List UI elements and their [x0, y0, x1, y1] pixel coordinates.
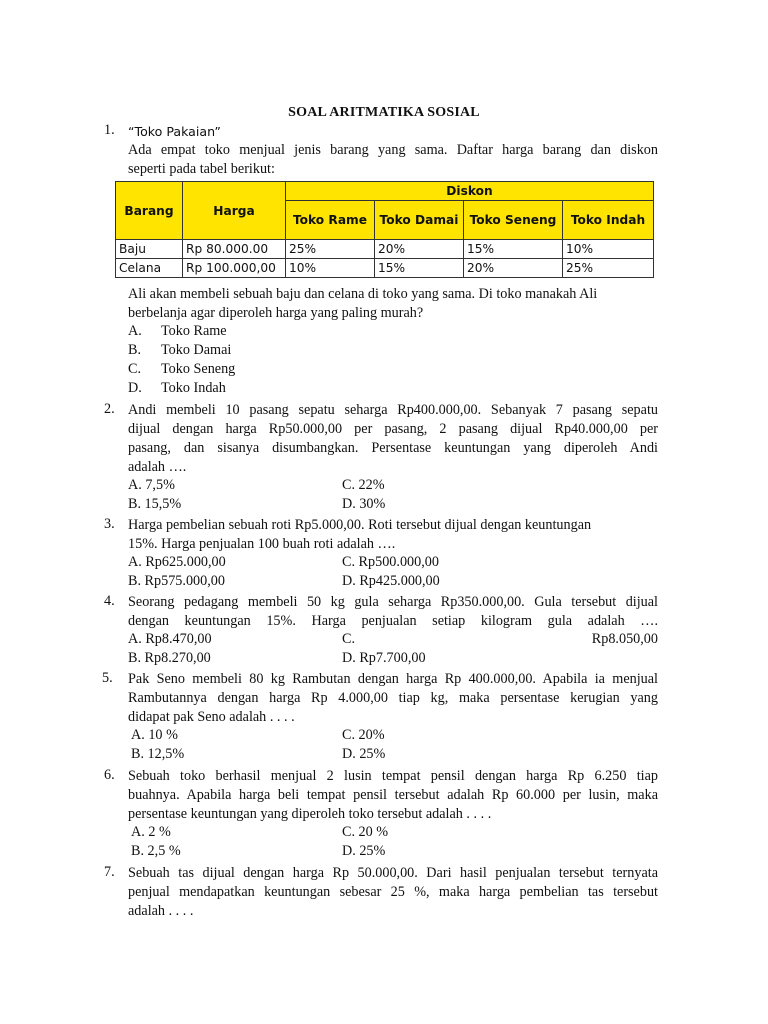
- option-c-value: Rp8.050,00: [591, 631, 658, 647]
- option-c-letter: C.: [342, 631, 356, 647]
- option-letter: C.: [128, 361, 142, 377]
- question-text-line: 15%. Harga penjualan 100 buah roti adalah ….: [128, 536, 396, 552]
- table-cell: Rp 100.000,00: [183, 259, 286, 278]
- question-text-line: Harga pembelian sebuah roti Rp5.000,00. Roti tersebut dijual dengan keuntungan: [128, 517, 592, 533]
- option-text: Toko Rame: [161, 323, 227, 339]
- option-d: D. Rp7.700,00: [342, 650, 426, 666]
- table-cell: Baju: [116, 240, 183, 259]
- option-c: [0, 361, 768, 380]
- option-text: Toko Indah: [161, 380, 226, 396]
- question-number: 7.: [104, 864, 115, 880]
- question-text-line: Pak Seno membeli 80 kg Rambutan dengan harga Rp 400.000,00. Apabila ia menjual: [128, 671, 658, 687]
- question-text-line: dengan keuntungan 15%. Harga penjualan setiap kilogram gula adalah ….: [128, 613, 658, 629]
- question-text-line: Andi membeli 10 pasang sepatu seharga Rp400.000,00. Sebanyak 7 pasang sepatu: [128, 402, 658, 418]
- option-b: B. Rp575.000,00: [128, 573, 225, 589]
- option-a: [0, 323, 768, 342]
- table-cell: Rp 80.000.00: [183, 240, 286, 259]
- option-letter: D.: [128, 380, 142, 396]
- option-b: B. Rp8.270,00: [128, 650, 211, 666]
- option-a: A. 2 %: [131, 824, 171, 840]
- table-cell: 15%: [375, 259, 464, 278]
- option-b: B. 2,5 %: [131, 843, 181, 859]
- table-header-store: Toko Damai: [375, 201, 464, 240]
- option-b: B. 12,5%: [131, 746, 185, 762]
- question-text-line: Ali akan membeli sebuah baju dan celana di toko yang sama. Di toko manakah Ali: [128, 286, 598, 302]
- option-c: C. 20%: [342, 727, 385, 743]
- option-letter: B.: [128, 342, 142, 358]
- question-text-line: pasang, dan sisanya disumbangkan. Persentase keuntungan yang diperoleh Andi: [128, 440, 658, 456]
- option-a: A. Rp625.000,00: [128, 554, 226, 570]
- question-text-line: berbelanja agar diperoleh harga yang paling murah?: [128, 305, 424, 321]
- option-d: D. 30%: [342, 496, 386, 512]
- option-letter: A.: [128, 323, 142, 339]
- option-a: A. Rp8.470,00: [128, 631, 212, 647]
- option-c: C. Rp500.000,00: [342, 554, 439, 570]
- question-number: 2.: [104, 401, 115, 417]
- question-text-line: penjual mendapatkan keuntungan sebesar 25 %, maka harga pembelian tas tersebut: [128, 884, 658, 900]
- question-text-line: persentase keuntungan yang diperoleh toko tersebut adalah . . . .: [128, 806, 492, 822]
- option-c: C. 22%: [342, 477, 385, 493]
- table-header-store: Toko Rame: [286, 201, 375, 240]
- table-cell: 25%: [563, 259, 654, 278]
- option-d: [0, 380, 768, 399]
- question-text-line: Sebuah tas dijual dengan harga Rp 50.000,00. Dari hasil penjualan tersebut ternyata: [128, 865, 658, 881]
- question-text-line: didapat pak Seno adalah . . . .: [128, 709, 295, 725]
- option-b: [0, 342, 768, 361]
- option-text: Toko Damai: [161, 342, 232, 358]
- question-text-line: seperti pada tabel berikut:: [128, 161, 275, 177]
- option-a: A. 7,5%: [128, 477, 175, 493]
- table-header-store: Toko Seneng: [464, 201, 563, 240]
- table-cell: 20%: [375, 240, 464, 259]
- question-number: 6.: [104, 767, 115, 783]
- table-row: [116, 259, 654, 278]
- question-heading: “Toko Pakaian”: [128, 124, 221, 139]
- table-cell: 10%: [563, 240, 654, 259]
- table-cell: 25%: [286, 240, 375, 259]
- question-number: 1.: [104, 122, 115, 138]
- question-text-line: Ada empat toko menjual jenis barang yang sama. Daftar harga barang dan diskon: [128, 142, 658, 158]
- table-row: [116, 240, 654, 259]
- table-header-harga: Harga: [183, 182, 286, 240]
- question-text-line: dijual dengan harga Rp50.000,00 per pasang, 2 pasang dijual Rp40.000,00 per: [128, 421, 658, 437]
- option-c: C. 20 %: [342, 824, 389, 840]
- table-header-diskon: Diskon: [286, 182, 654, 201]
- question-number: 3.: [104, 516, 115, 532]
- option-a: A. 10 %: [131, 727, 178, 743]
- question-text-line: Rambutannya dengan harga Rp 4.000,00 tiap kg, maka persentase kerugian yang: [128, 690, 658, 706]
- price-discount-table: [115, 181, 654, 278]
- option-d: D. Rp425.000,00: [342, 573, 440, 589]
- page-title: SOAL ARITMATIKA SOSIAL: [288, 105, 480, 120]
- table-cell: 15%: [464, 240, 563, 259]
- question-text-line: Seorang pedagang membeli 50 kg gula seharga Rp350.000,00. Gula tersebut dijual: [128, 594, 658, 610]
- question-number: 5.: [102, 670, 113, 686]
- question-text-line: adalah ….: [128, 459, 187, 475]
- table-cell: 10%: [286, 259, 375, 278]
- table-cell: 20%: [464, 259, 563, 278]
- question-text-line: adalah . . . .: [128, 903, 194, 919]
- question-text-line: buahnya. Apabila harga beli tempat pensil tersebut adalah Rp 60.000 per lusin, maka: [128, 787, 658, 803]
- table-header-store: Toko Indah: [563, 201, 654, 240]
- question-text-line: Sebuah toko berhasil menjual 2 lusin tempat pensil dengan harga Rp 6.250 tiap: [128, 768, 658, 784]
- option-text: Toko Seneng: [161, 361, 236, 377]
- option-b: B. 15,5%: [128, 496, 182, 512]
- option-d: D. 25%: [342, 746, 386, 762]
- table-cell: Celana: [116, 259, 183, 278]
- option-d: D. 25%: [342, 843, 386, 859]
- question-number: 4.: [104, 593, 115, 609]
- table-header-barang: Barang: [116, 182, 183, 240]
